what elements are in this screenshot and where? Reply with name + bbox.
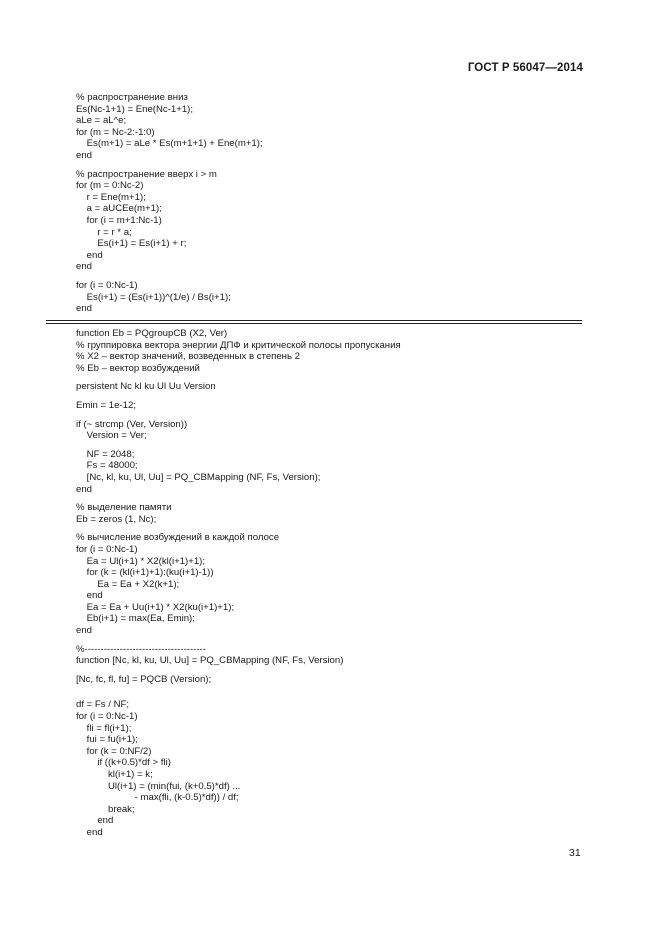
code-line (76, 685, 596, 692)
code-line: % группировка вектора энергии ДПФ и критической полосы пропускания (76, 339, 401, 351)
code-line: [Nc, kl, ku, Ul, Uu] = PQ_CBMapping (NF, Fs, Version); (76, 471, 321, 483)
code-line: for (i = 0:Nc-1) (76, 543, 138, 555)
code-line: Eb(i+1) = max(Ea, Emin); (76, 613, 195, 625)
code-line: NF = 2048; (76, 448, 135, 460)
code-line: r = r * a; (76, 226, 132, 238)
code-line (76, 412, 596, 419)
code-line: end (76, 826, 103, 838)
code-line: % распространение вверх i > m (76, 168, 217, 180)
standard-designation: ГОСТ Р 56047—2014 (467, 62, 583, 74)
code-line: for (m = 0:Nc-2) (76, 180, 144, 192)
code-line: Ea = Ul(i+1) * X2(kl(i+1)+1); (76, 555, 206, 567)
code-line: end (76, 815, 114, 827)
code-line: kl(i+1) = k; (76, 769, 153, 780)
code-line: end (76, 261, 93, 273)
code-line: a = aUCEe(m+1); (76, 203, 162, 215)
code-line: for (k = (kl(i+1)+1):(ku(i+1)-1)) (76, 567, 214, 579)
code-line: Es(Nc-1+1) = Ene(Nc-1+1); (76, 103, 194, 115)
section-divider-top (46, 320, 582, 321)
code-line: break; (76, 803, 135, 815)
code-line: Ea = Ea + Uu(i+1) * X2(ku(i+1)+1); (76, 601, 235, 613)
code-listing-1 (76, 92, 596, 315)
code-line: if (~ strcmp (Ver, Version)) (76, 418, 188, 430)
code-line: for (k = 0:NF/2) (76, 745, 152, 757)
code-line (76, 495, 596, 502)
code-line (76, 667, 596, 674)
code-line: for (i = 0:Nc-1) (76, 711, 138, 723)
code-line: % вычисление возбуждений в каждой полосе (76, 532, 280, 544)
code-line: end (76, 149, 93, 161)
code-line: [Nc, fc, fl, fu] = PQCB (Version); (76, 673, 212, 685)
code-line: Eb = zeros (1, Nc); (76, 513, 157, 525)
code-line (76, 637, 596, 644)
code-line (76, 393, 596, 400)
code-line: Fs = 48000; (76, 460, 138, 472)
code-line: function Eb = PQgroupCB (X2, Ver) (76, 328, 228, 339)
code-line: Es(i+1) = Es(i+1) + r; (76, 238, 187, 250)
code-line (76, 442, 596, 449)
code-line: df = Fs / NF; (76, 699, 130, 711)
code-line: % распространение вниз (76, 92, 188, 103)
code-line: Version = Ver; (76, 430, 147, 442)
section-divider-bottom (46, 323, 582, 324)
code-line: %-------------------------------------- (76, 643, 206, 655)
code-line: aLe = aL^e; (76, 115, 127, 127)
code-line (76, 273, 596, 280)
code-line (76, 162, 596, 169)
code-line: for (i = m+1:Nc-1) (76, 214, 162, 226)
code-line: fli = fl(i+1); (76, 722, 132, 734)
code-line: end (76, 303, 93, 315)
code-line (76, 692, 596, 699)
code-listing-2 (76, 328, 596, 839)
code-line (76, 525, 596, 532)
page-number: 31 (569, 847, 581, 859)
code-line: end (76, 590, 103, 602)
code-line: r = Ene(m+1); (76, 191, 146, 203)
code-line: Es(i+1) = (Es(i+1))^(1/e) / Bs(i+1); (76, 291, 231, 303)
code-line: function [Nc, kl, ku, Ul, Uu] = PQ_CBMapping (NF, Fs, Version) (76, 655, 344, 667)
code-line: Emin = 1e-12; (76, 399, 136, 411)
code-line (76, 374, 596, 381)
code-line: end (76, 625, 93, 637)
code-line: for (i = 0:Nc-1) (76, 279, 138, 291)
code-line: - max(fli, (k-0.5)*df)) / df; (76, 792, 239, 804)
code-line: % Eb – вектор возбуждений (76, 362, 200, 374)
code-line: end (76, 249, 103, 261)
code-line: Ul(i+1) = (min(fui, (k+0.5)*df) ... (76, 780, 241, 792)
code-line: % X2 – вектор значений, возведенных в степень 2 (76, 351, 300, 363)
code-line: if ((k+0.5)*df > fli) (76, 757, 171, 769)
code-line: Ea = Ea + X2(k+1); (76, 578, 180, 590)
code-line: % выделение памяти (76, 502, 172, 514)
code-line: Es(m+1) = aLe * Es(m+1+1) + Ene(m+1); (76, 138, 263, 150)
code-line: for (m = Nc-2:-1:0) (76, 126, 155, 138)
code-line: persistent Nc kl ku Ul Uu Version (76, 381, 216, 393)
code-line: end (76, 483, 93, 495)
code-line: fui = fu(i+1); (76, 734, 138, 746)
